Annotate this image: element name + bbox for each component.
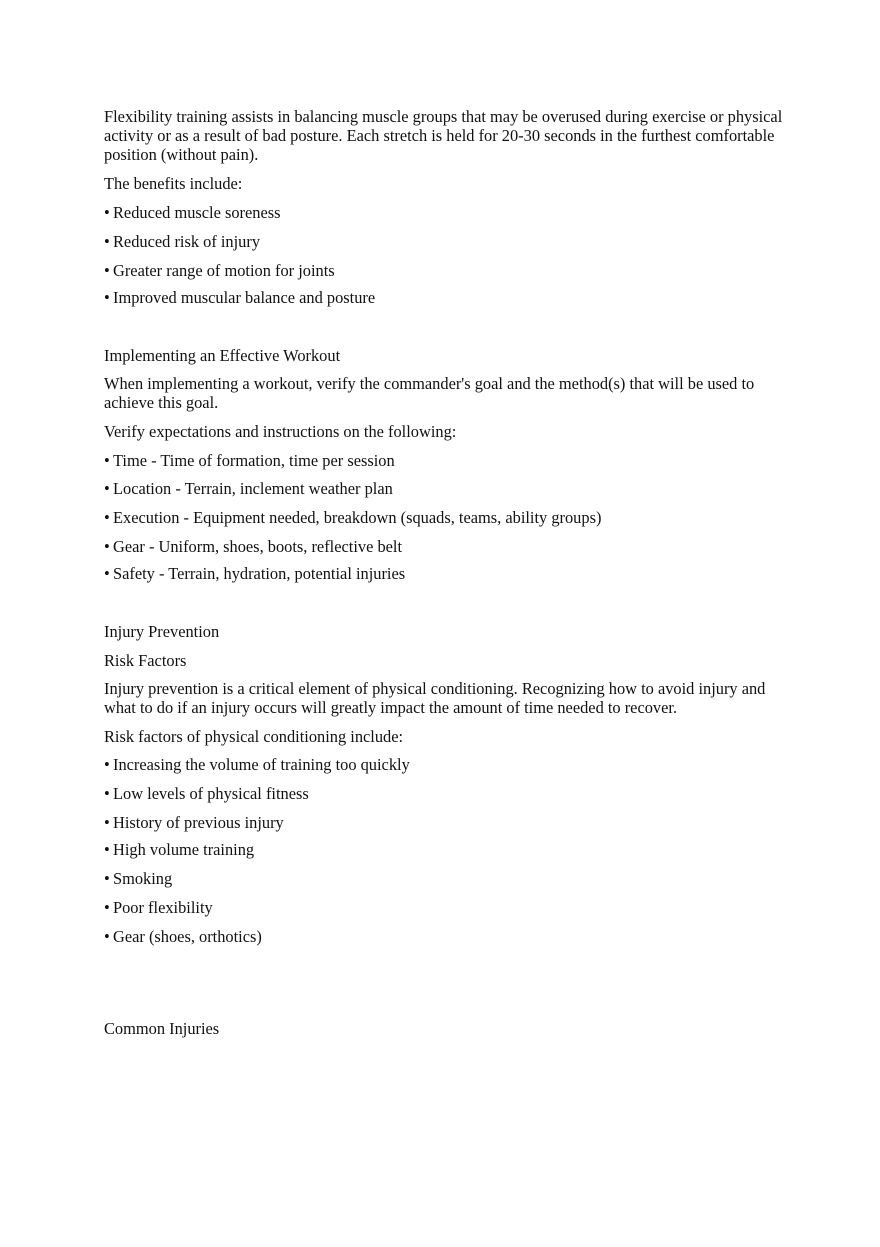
list-item xyxy=(104,869,784,888)
bullet: • xyxy=(104,927,110,946)
bullet: • xyxy=(104,869,110,888)
list-item-text: Improved muscular balance and posture xyxy=(113,288,376,307)
bullet: • xyxy=(104,898,110,917)
risk-heading: Risk factors of physical conditioning include: xyxy=(104,727,404,746)
bullet: • xyxy=(104,232,110,251)
list-item xyxy=(104,261,784,280)
list-item xyxy=(104,564,784,583)
list-item xyxy=(104,537,784,556)
verify-heading: Verify expectations and instructions on the following: xyxy=(104,422,457,441)
list-item-text: Execution - Equipment needed, breakdown (squads, teams, ability groups) xyxy=(113,508,602,527)
list-item-text: High volume training xyxy=(113,840,255,859)
list-item xyxy=(104,288,784,307)
bullet: • xyxy=(104,203,110,222)
common-injuries-heading: Common Injuries xyxy=(104,1019,220,1038)
benefits-heading: The benefits include: xyxy=(104,174,243,193)
flexibility-intro: Flexibility training assists in balancing muscle groups that may be overused during exercise or physical activity or as a result of bad posture. Each stretch is held for 20-30 seconds in the furthest comfortable position (without pain). xyxy=(104,107,783,164)
injury-heading: Injury Prevention xyxy=(104,622,220,641)
list-item xyxy=(104,784,784,803)
workout-intro: When implementing a workout, verify the commander's goal and the method(s) that will be used to achieve this goal. xyxy=(104,374,755,412)
list-item xyxy=(104,898,784,917)
list-item xyxy=(104,927,784,946)
bullet: • xyxy=(104,508,110,527)
list-item-text: Greater range of motion for joints xyxy=(113,261,335,280)
list-item xyxy=(104,755,784,774)
list-item-text: Poor flexibility xyxy=(113,898,213,917)
list-item xyxy=(104,508,784,527)
bullet: • xyxy=(104,261,110,280)
bullet: • xyxy=(104,537,110,556)
list-item-text: Time - Time of formation, time per session xyxy=(113,451,395,470)
list-item-text: Smoking xyxy=(113,869,173,888)
list-item-text: Reduced risk of injury xyxy=(113,232,261,251)
list-item-text: Location - Terrain, inclement weather plan xyxy=(113,479,393,498)
workout-heading: Implementing an Effective Workout xyxy=(104,346,341,365)
list-item xyxy=(104,840,784,859)
bullet: • xyxy=(104,784,110,803)
list-item-text: Gear (shoes, orthotics) xyxy=(113,927,262,946)
list-item-text: History of previous injury xyxy=(113,813,284,832)
list-item-text: Safety - Terrain, hydration, potential injuries xyxy=(113,564,406,583)
list-item-text: Reduced muscle soreness xyxy=(113,203,281,222)
list-item xyxy=(104,451,784,470)
injury-intro: Injury prevention is a critical element of physical conditioning. Recognizing how to avoid injury and what to do if an injury occurs will greatly impact the amount of time needed to recover. xyxy=(104,679,766,717)
bullet: • xyxy=(104,755,110,774)
risk-factors-subheading: Risk Factors xyxy=(104,651,187,670)
list-item xyxy=(104,813,784,832)
list-item-text: Increasing the volume of training too quickly xyxy=(113,755,410,774)
list-item xyxy=(104,232,784,251)
bullet: • xyxy=(104,564,110,583)
list-item xyxy=(104,479,784,498)
bullet: • xyxy=(104,288,110,307)
bullet: • xyxy=(104,479,110,498)
bullet: • xyxy=(104,451,110,470)
list-item-text: Gear - Uniform, shoes, boots, reflective belt xyxy=(113,537,403,556)
bullet: • xyxy=(104,813,110,832)
bullet: • xyxy=(104,840,110,859)
list-item xyxy=(104,203,784,222)
list-item-text: Low levels of physical fitness xyxy=(113,784,309,803)
